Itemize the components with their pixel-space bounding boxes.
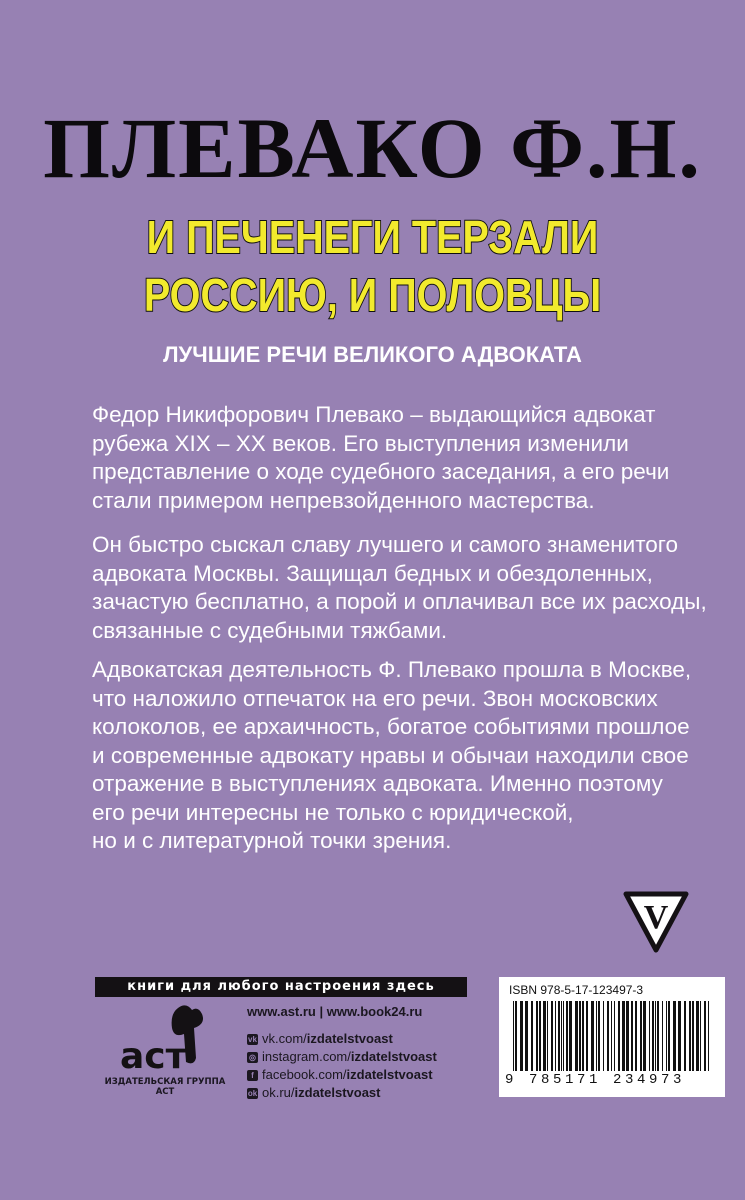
social-link-ok[interactable] [247,1084,497,1102]
vk-icon: vk [248,1034,257,1044]
paragraph-line: стали примером непревзойденного мастерства. [92,487,595,513]
barcode-stripe [649,1001,650,1071]
barcode-stripe [513,1001,514,1071]
description-paragraph-3 [92,656,712,856]
barcode-stripe [704,1001,706,1071]
link-prefix: instagram.com/ [262,1049,351,1064]
barcode-stripe [531,1001,533,1071]
series-letter: V [643,899,669,936]
barcode-stripe [673,1001,676,1071]
barcode-stripe [596,1001,597,1071]
barcode-stripe [640,1001,642,1071]
instagram-icon: ◎ [247,1052,258,1063]
barcode-stripe [566,1001,568,1071]
paragraph-line: Он быстро сыскал славу лучшего и самого знаменитого [92,532,679,557]
barcode-stripe [561,1001,562,1071]
description-paragraph-1 [92,401,712,515]
barcode-stripe [657,1001,659,1071]
paragraph-line: Адвокатская деятельность Ф. Плевако прошла в Москве, [92,657,692,682]
paragraph-line: представление о ходе судебного заседания, а его речи [92,459,670,484]
paragraph-line: зачастую бесплатно, а порой и оплачивал все их расходы, [92,589,707,614]
barcode-number: 9 785171 234973 [505,1072,686,1088]
link-handle: izdatelstvoast [306,1031,393,1046]
v-triangle-logo-icon [622,888,690,956]
website-links[interactable]: www.ast.ru | www.book24.ru [247,1004,423,1019]
barcode-stripe [579,1001,581,1071]
barcode-stripe [575,1001,578,1071]
publisher-caption: ИЗДАТЕЛЬСКАЯ ГРУППА АСТ [104,1077,226,1097]
barcode-stripe [547,1001,548,1071]
paragraph-line: рубежа XIX – XX веков. Его выступления изменили [92,430,629,456]
barcode-stripe [582,1001,584,1071]
barcode-stripe [655,1001,656,1071]
barcode-stripe [611,1001,612,1071]
paragraph-line: отражение в выступлениях адвоката. Именно поэтому [92,771,663,796]
barcode-stripe [586,1001,588,1071]
barcode-stripe [614,1001,615,1071]
book-title [52,208,693,324]
barcode-stripe [598,1001,600,1071]
publisher-logo-text: аст [120,1036,187,1077]
barcode-stripe [662,1001,663,1071]
barcode-stripe [684,1001,686,1071]
barcode-icon [507,1001,717,1073]
barcode-stripe [515,1001,517,1071]
barcode-stripe [668,1001,670,1071]
barcode-stripe [569,1001,572,1071]
barcode-stripe [525,1001,528,1071]
paragraph-line: его речи интересны не только с юридической, [92,799,574,825]
slogan-bar: книги для любого настроения здесь [95,977,467,997]
barcode-stripe [652,1001,654,1071]
social-link-instagram[interactable] [247,1048,497,1066]
link-prefix: vk.com/ [262,1031,307,1046]
paragraph-line: Федор Никифорович Плевако – выдающийся адвокат [92,402,656,427]
barcode-stripe [539,1001,541,1071]
barcode-stripe [618,1001,620,1071]
barcode-stripe [520,1001,523,1071]
barcode-stripe [603,1001,604,1071]
paragraph-line: связанные с судебными тяжбами. [92,617,448,643]
author-name: ПЛЕВАКО Ф.Н. [43,100,702,196]
isbn-label: ISBN 978-5-17-123497-3 [509,983,644,997]
paragraph-line: колоколов, ее архаичность, богатое событиями прошлое [92,714,690,739]
book-subtitle: ЛУЧШИЕ РЕЧИ ВЕЛИКОГО АДВОКАТА [163,342,582,367]
barcode-stripe [689,1001,691,1071]
barcode-stripe [666,1001,667,1071]
title-line-2: РОССИЮ, И ПОЛОВЦЫ [143,269,602,321]
paragraph-line: но и с литературной точки зрения. [92,828,452,853]
barcode-stripe [591,1001,594,1071]
link-prefix: facebook.com/ [262,1067,347,1082]
barcode-stripe [626,1001,629,1071]
barcode-stripe [643,1001,646,1071]
social-link-vk[interactable] [247,1030,497,1048]
link-handle: izdatelstvoast [350,1049,437,1064]
barcode-stripe [607,1001,609,1071]
link-handle: izdatelstvoast [294,1085,381,1100]
publisher-links [247,1003,497,1102]
barcode-stripe [563,1001,564,1071]
barcode-stripe [635,1001,637,1071]
ok-icon: ok [247,1088,258,1098]
barcode-stripe [536,1001,538,1071]
barcode-panel [499,977,725,1097]
barcode-stripe [678,1001,681,1071]
barcode-stripe [692,1001,694,1071]
barcode-stripe [631,1001,633,1071]
barcode-stripe [555,1001,556,1071]
paragraph-line: и современные адвокату нравы и обычаи находили свое [92,742,689,768]
description-paragraph-2 [92,531,712,645]
link-prefix: ok.ru/ [262,1085,295,1100]
barcode-stripe [708,1001,709,1071]
social-link-facebook[interactable] [247,1066,497,1084]
barcode-stripe [543,1001,546,1071]
barcode-stripe [696,1001,699,1071]
paragraph-line: что наложило отпечаток на его речи. Звон московских [92,685,658,711]
link-handle: izdatelstvoast [346,1067,433,1082]
title-line-1: И ПЕЧЕНЕГИ ТЕРЗАЛИ [146,211,599,263]
barcode-stripe [551,1001,553,1071]
barcode-stripe [700,1001,701,1071]
paragraph-line: адвоката Москвы. Защищал бедных и обездоленных, [92,560,653,586]
barcode-stripe [622,1001,625,1071]
facebook-icon: f [247,1070,258,1081]
barcode-stripe [558,1001,560,1071]
